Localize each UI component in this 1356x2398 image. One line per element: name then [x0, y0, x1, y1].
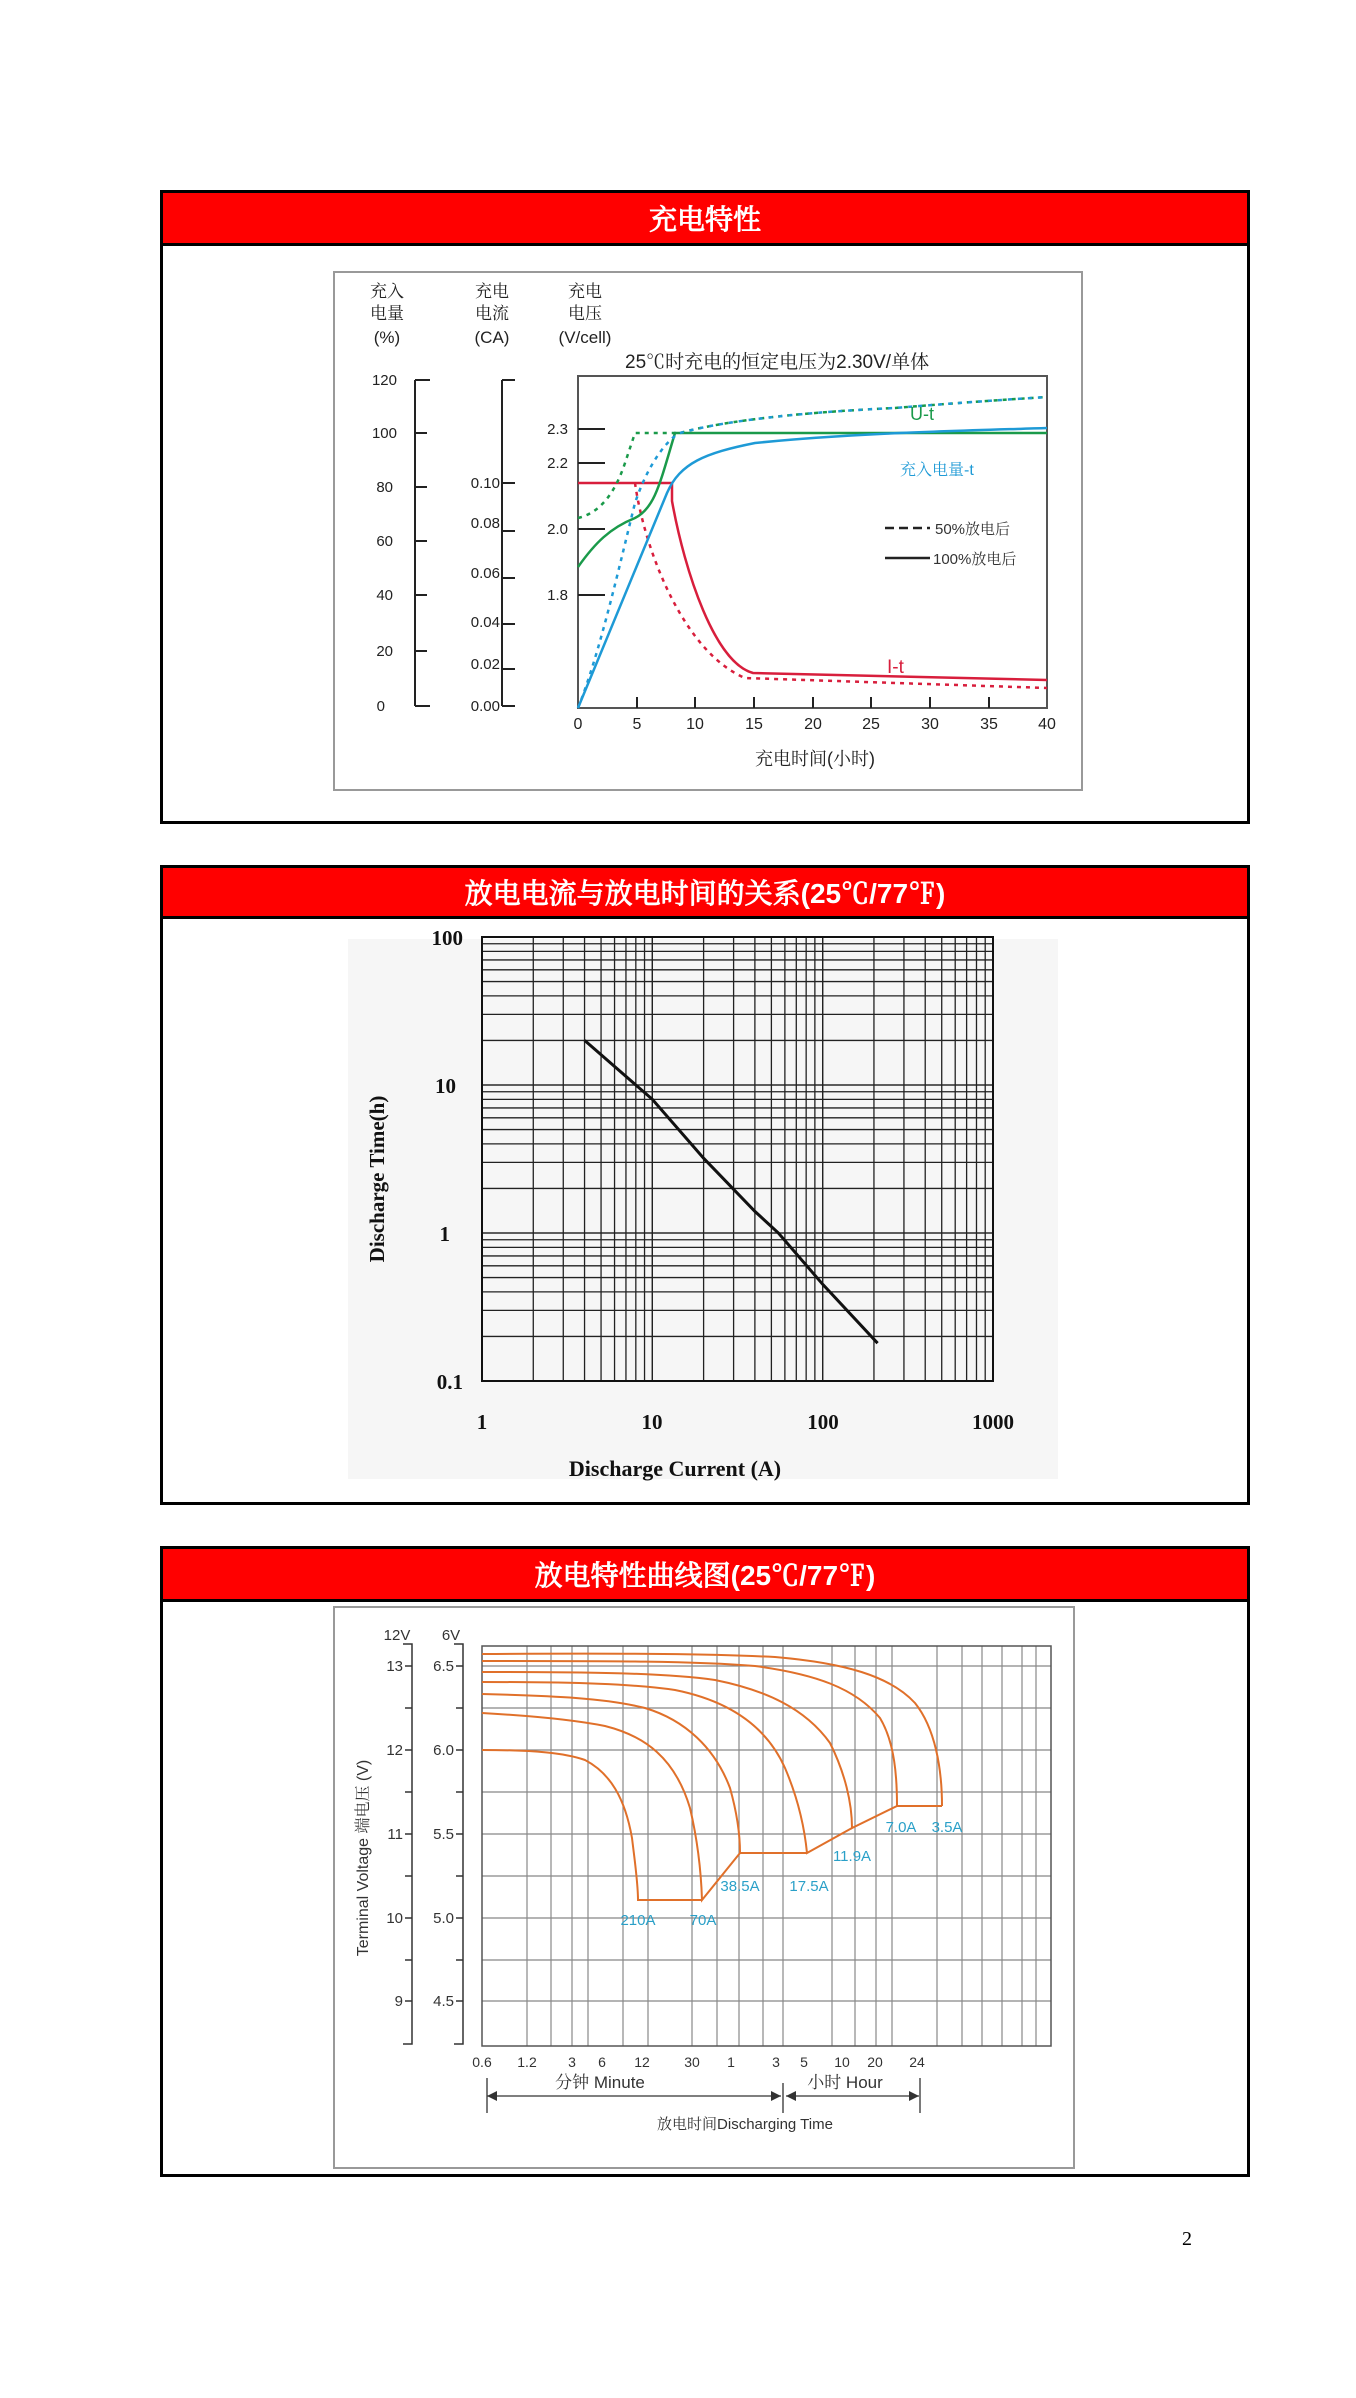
current-axis-label-1: 充电 [475, 282, 509, 301]
legend-dashed-label: 50%放电后 [935, 521, 1011, 538]
voltage-curve-100 [578, 433, 1047, 567]
current-label: 38.5A [720, 1878, 760, 1895]
current-label: 11.9A [832, 1848, 872, 1865]
voltage-axis-label-2: 电压 [568, 304, 602, 323]
tick-12v: 11 [387, 1826, 403, 1843]
capacity-tick: 120 [371, 372, 397, 389]
time-tick: 3 [772, 2054, 780, 2070]
charge-legend [885, 520, 1016, 568]
time-tick: 25 [862, 716, 880, 733]
capacity-tick: 100 [371, 425, 397, 442]
legend-solid-label: 100%放电后 [933, 551, 1017, 568]
y-tick: 1 [439, 1222, 450, 1246]
discharge-time-chart [163, 919, 1247, 1499]
current-curve-100 [578, 483, 1047, 680]
capacity-axis-label-2: 电量 [370, 304, 404, 323]
discharge-time-label: 放电时间Discharging Time [657, 2116, 833, 2133]
voltage-tick: 2.0 [547, 521, 568, 538]
section-discharge-characteristics [160, 1546, 1250, 2177]
charge-chart [333, 271, 1083, 791]
capacity-tick: 60 [376, 533, 393, 550]
current-label: 3.5A [931, 1819, 963, 1836]
capacity-axis-label-1: 充入 [370, 282, 404, 301]
current-tick: 0.00 [470, 698, 500, 715]
x-tick: 100 [807, 1410, 839, 1434]
curve-210A [482, 1750, 702, 1900]
voltage-curve-50 [578, 397, 1047, 518]
section-charge-characteristics [160, 190, 1250, 824]
capacity-curve-100 [578, 428, 1047, 708]
tick-12v: 13 [386, 1658, 403, 1675]
current-curve-label: I-t [887, 657, 904, 678]
discharge-char-svg [335, 1608, 1073, 2167]
current-tick: 0.04 [470, 614, 500, 631]
current-tick: 0.06 [470, 565, 500, 582]
tick-12v: 12 [386, 1742, 403, 1759]
tick-6v: 5.5 [433, 1826, 454, 1843]
time-tick: 3 [568, 2054, 576, 2070]
voltage-tick: 1.8 [547, 587, 568, 604]
tick-12v: 10 [386, 1910, 403, 1927]
time-tick: 20 [804, 716, 822, 733]
time-tick: 35 [980, 716, 998, 733]
time-tick: 10 [686, 716, 704, 733]
current-label: 70A [689, 1912, 717, 1929]
discharge-grid [482, 1646, 1051, 2046]
current-axis-label-2: 电流 [475, 304, 509, 323]
current-label: 210A [620, 1912, 656, 1929]
x-axis-label: Discharge Current (A) [568, 1456, 782, 1481]
time-axis-ticks [637, 697, 989, 708]
section-discharge-current-time [160, 865, 1250, 1505]
capacity-curve-label: 充入电量-t [900, 462, 974, 479]
axis-header-6v: 6V [441, 1627, 461, 1644]
y-axis-label: Discharge Time(h) [365, 1095, 389, 1263]
capacity-curve-50-upper [680, 397, 1047, 433]
charge-plot-area [578, 376, 1047, 708]
tick-6v: 6.5 [433, 1658, 454, 1675]
tick-6v: 6.0 [433, 1742, 454, 1759]
section-title: 放电电流与放电时间的关系(25℃/77℉) [163, 868, 1247, 919]
time-tick: 30 [684, 2054, 700, 2070]
time-tick: 6 [598, 2054, 606, 2070]
time-tick: 10 [834, 2054, 850, 2070]
time-tick: 5 [632, 716, 642, 733]
section-title: 放电特性曲线图(25℃/77℉) [163, 1549, 1247, 1602]
current-tick: 0.02 [470, 656, 500, 673]
capacity-tick: 80 [376, 479, 393, 496]
time-tick: 15 [745, 716, 763, 733]
time-tick: 24 [909, 2054, 925, 2070]
time-tick: 30 [921, 716, 939, 733]
time-tick: 1 [727, 2054, 735, 2070]
capacity-tick: 20 [376, 643, 393, 660]
x-tick: 1000 [972, 1410, 1014, 1434]
x-tick: 10 [641, 1410, 663, 1434]
charge-chart-subtitle: 25℃时充电的恒定电压为2.30V/单体 [625, 352, 930, 373]
time-tick: 5 [800, 2054, 808, 2070]
tick-6v: 4.5 [433, 1993, 454, 2010]
capacity-axis-label-3: (%) [373, 328, 401, 347]
capacity-axis [415, 380, 430, 706]
y-tick: 10 [435, 1074, 456, 1098]
time-tick: 20 [867, 2054, 883, 2070]
minute-label: 分钟 Minute [555, 2073, 645, 2092]
voltage-axis-label-1: 充电 [568, 282, 602, 301]
tick-12v: 9 [394, 1993, 403, 2010]
current-tick: 0.08 [470, 515, 500, 532]
y-tick: 0.1 [436, 1370, 463, 1394]
current-label: 17.5A [789, 1878, 829, 1895]
charge-chart-svg [335, 273, 1081, 789]
time-tick: 0 [573, 716, 583, 733]
current-curve-50 [635, 483, 1047, 688]
time-tick: 0.6 [472, 2054, 492, 2070]
voltage-tick: 2.2 [547, 455, 568, 472]
capacity-tick: 0 [376, 698, 385, 715]
current-label: 7.0A [885, 1819, 917, 1836]
current-axis-label-3: (CA) [474, 328, 510, 347]
curve-38.5A [482, 1694, 807, 1853]
voltage-axis-label-3: (V/cell) [558, 328, 612, 347]
x-tick: 1 [476, 1410, 488, 1434]
current-tick: 0.10 [470, 475, 500, 492]
y-axis-label: Terminal Voltage 端电压 (V) [355, 1759, 372, 1957]
y-tick: 100 [431, 926, 463, 950]
time-axis-label: 充电时间(小时) [755, 749, 875, 769]
hour-label: 小时 Hour [807, 2073, 883, 2092]
time-tick: 12 [634, 2054, 650, 2070]
time-tick: 40 [1038, 716, 1056, 733]
capacity-tick: 40 [376, 587, 393, 604]
discharge-char-chart [333, 1606, 1075, 2169]
voltage-axes [403, 1644, 463, 2044]
time-tick: 1.2 [517, 2054, 537, 2070]
voltage-curve-label: U-t [910, 404, 934, 424]
current-axis [502, 380, 515, 706]
section-title: 充电特性 [163, 193, 1247, 246]
voltage-tick: 2.3 [547, 421, 568, 438]
voltage-axis [578, 429, 605, 595]
discharge-plot-area [482, 1646, 1051, 2046]
tick-6v: 5.0 [433, 1910, 454, 1927]
page-number: 2 [1182, 2228, 1192, 2250]
axis-header-12v: 12V [383, 1627, 411, 1644]
